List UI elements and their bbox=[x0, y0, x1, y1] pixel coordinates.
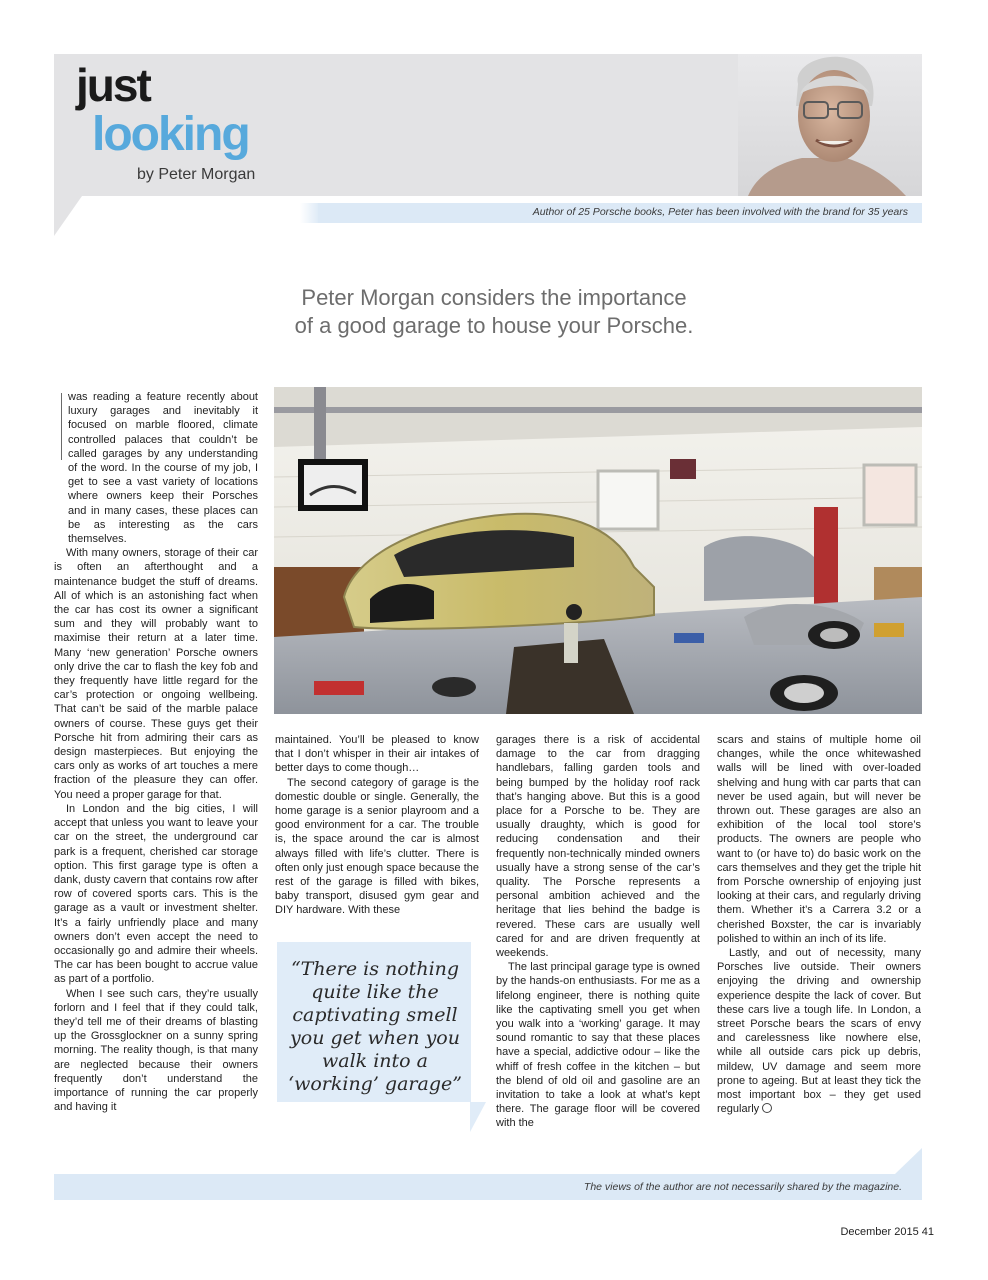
footer-disclaimer: The views of the author are not necessarily shared by the magazine. bbox=[583, 1181, 902, 1193]
standfirst-line-1: Peter Morgan considers the importance bbox=[301, 285, 687, 310]
byline: by Peter Morgan bbox=[137, 166, 256, 183]
standfirst-line-2: of a good garage to house your Porsche. bbox=[294, 313, 694, 338]
author-caption: Author of 25 Porsche books, Peter has been involved with the brand for 35 years bbox=[532, 206, 908, 218]
header-corner-triangle bbox=[54, 196, 82, 236]
standfirst bbox=[200, 284, 788, 340]
article-paragraph bbox=[717, 946, 921, 1116]
article-paragraph: garages there is a risk of accidental damage to the car from dragging handlebars, falling garden tools and being bumped by the holiday roof rack that’s hanging above. But this is a good place for a Porsche to be. They are usually draughty, which is good for reducing condensation and their frequently non-technically minded owners usually have a strong sense of the car’s quality. The Porsche represents a personal ambition achieved and the heritage that lies behind the badge is revered. These cars are usually well cared for and are driven frequently at weekends. bbox=[496, 734, 700, 960]
end-mark-icon bbox=[762, 1103, 772, 1113]
article-paragraph: scars and stains of multiple home oil changes, while the once whitewashed walls will be lined with over-loaded shelving and hung with car parts that can never be used again, but will never be thrown out. These garages are also an exhibition of the local tool store’s products. The owners are people who want to (or have to) do basic work on the cars themselves and they get the triple hit from Porsche ownership of enjoying just looking at their cars, and regularly driving them. Whether it’s a Carrera 3.2 or a cherished Boxster, the car is invariably polished to within an inch of its life. bbox=[717, 734, 921, 945]
article-column-1 bbox=[54, 390, 258, 1114]
footer-corner-triangle bbox=[895, 1148, 922, 1174]
page-number: December 2015 41 bbox=[840, 1226, 934, 1238]
article-paragraph: The second category of garage is the domestic double or single. Generally, the home garage is a senior playroom and a good environment for a car. The trouble is, the space around the car is almost always filled with life’s clutter. There is often only just enough space because the rest of the garage is filled with bikes, baby transport, disused gym gear and DIY hardware. With these bbox=[275, 776, 479, 917]
article-column-3 bbox=[496, 733, 700, 1131]
column-logo-looking: looking bbox=[92, 108, 249, 161]
pullquote-tail bbox=[470, 1102, 486, 1132]
column-logo-just: just bbox=[76, 59, 150, 111]
article-paragraph: maintained. You’ll be pleased to know that I don’t whisper in their air intakes of better days to come though… bbox=[275, 734, 479, 775]
article-paragraph: was reading a feature recently about luxury garages and inevitably it focused on marble floored, climate controlled palaces that couldn’t be called garages by any understanding of the word. In the course of my job, I get to see a vast variety of locations where owners keep their Porsches and in many cases, these places can be as interesting as the cars themselves. bbox=[68, 391, 258, 546]
article-paragraph: In London and the big cities, I will accept that unless you want to leave your car on the street, the underground car park is a frequent, cherished car storage option. This first garage type is often a dank, dusty cavern that contains row after row of covered sports cars. This is the garage as a vault or investment shelter. It’s a fairly unfriendly place and many owners don’t even accept the need to occasionally go and admire their wheels. The car has been bought to accrue value as part of a portfolio. bbox=[54, 802, 258, 986]
author-portrait bbox=[738, 54, 922, 196]
garage-photo bbox=[274, 387, 922, 714]
caption-strip-fade bbox=[300, 203, 320, 223]
pullquote: “There is nothing quite like the captivating smell you get when you walk into a ‘working’ garage” bbox=[288, 958, 462, 1095]
article-column-4 bbox=[717, 733, 921, 1116]
article-paragraph: When I see such cars, they’re usually forlorn and I feel that if they could talk, they’d tell me of their dreams of blasting up the Grossglockner on a sunny spring morning. The reality though, is that many are neglected because their owners frequently don’t understand the importance of running the car properly and having it bbox=[54, 987, 258, 1114]
article-last-paragraph-text: Lastly, and out of necessity, many Porsches live outside. Their owners enjoying the driving and ownership experience despite the lack of cover. But these cars live a tough life. In London, a street Porsche bears the scars of envy and carelessness like nowhere else, while all outside cars pick up debris, mildew, UV damage and seem more prone to ageing. But at least they tick the most important box – they get used regularly bbox=[717, 947, 921, 1116]
article-paragraph: The last principal garage type is owned by the hands-on enthusiasts. For me as a lifelong engineer, there is nothing quite like the captivating smell you get when you walk into a ‘working’ garage. It may sound romantic to say that these places have a special, addictive odour – like the whiff of fresh coffee in the kitchen – but the blend of old oil and gasoline are an invitation to take a look at what’s kept there. The garage floor will be covered with the bbox=[496, 961, 700, 1130]
article-column-2 bbox=[275, 733, 479, 918]
article-paragraph: With many owners, storage of their car is often an afterthought and a maintenance budget the stuff of dreams. All of which is an astonishing fact when the car has cost its owner a significant sum and they will probably want to maximise their return at a later time. Many ‘new generation’ Porsche owners only drive the car to flash the key fob and they frequently have little regard for the car’s protection or ongoing wellbeing. That can’t be said of the marble palace owners of course. These guys get their Porsche hit from admiring their cars as design masterpieces. But enjoying the cars only as works of art touches a mere fraction of the pleasure they can offer. You need a proper garage for that. bbox=[54, 547, 258, 801]
